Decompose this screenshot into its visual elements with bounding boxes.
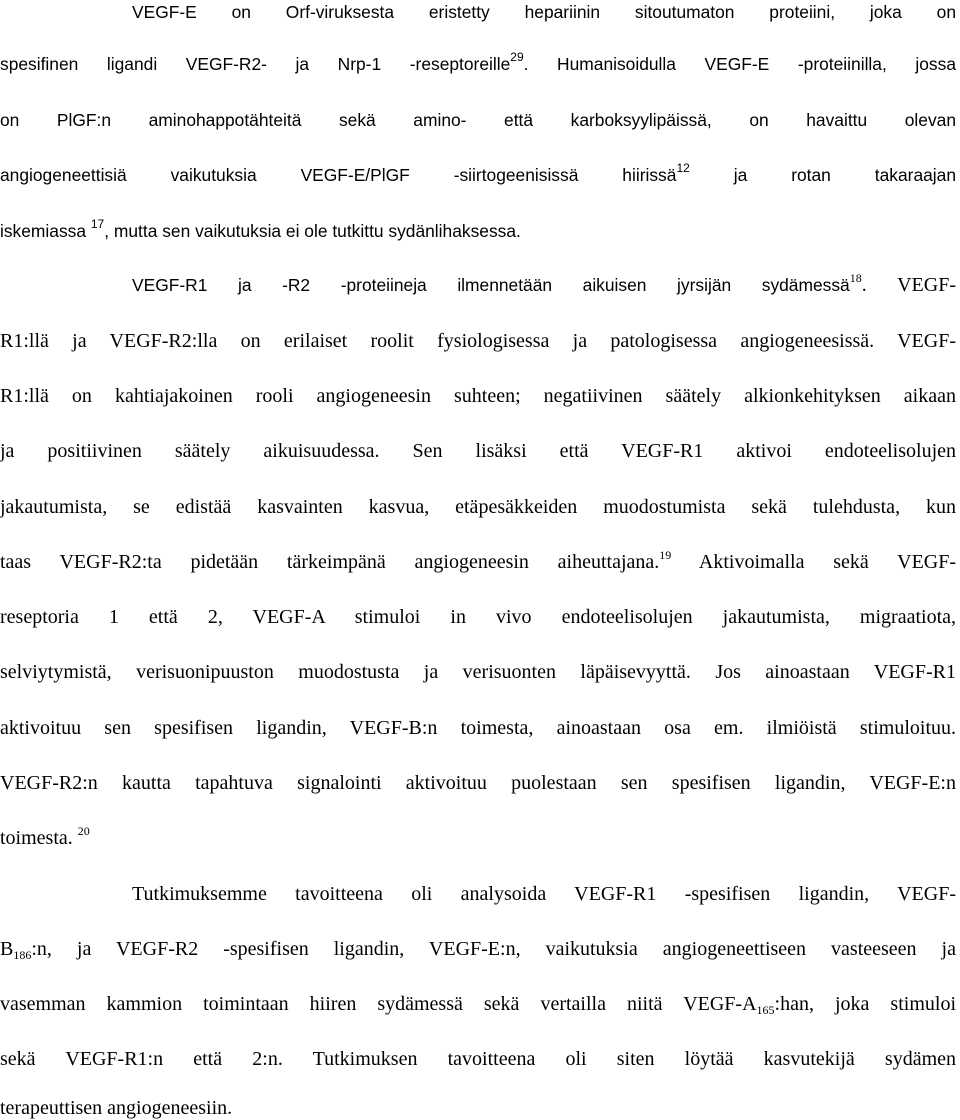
text-run: toimesta. [0, 827, 73, 849]
citation-superscript: 19 [659, 548, 672, 562]
text-run: ja rotan takaraajan [689, 165, 956, 185]
text-line [132, 273, 956, 297]
text-line [0, 771, 956, 795]
text-run: , mutta sen vaikutuksia ei ole tutkittu sydänlihaksessa. [104, 221, 521, 241]
text-line [0, 992, 956, 1016]
text-line [0, 937, 956, 961]
text-run: on PlGF:n aminohappotähteitä sekä amino- että karboksyylipäissä, on havaittu olevan [0, 110, 956, 130]
citation-superscript: 17 [90, 217, 105, 231]
text-line [0, 219, 956, 243]
text-run: :han, joka stimuloi [774, 993, 957, 1015]
text-run: reseptoria 1 että 2, VEGF-A stimuloi in vivo endoteelisolujen jakautumista, migraatiota, [0, 606, 956, 628]
text-run: jakautumista, se edistää kasvainten kasvua, etäpesäkkeiden muodostumista sekä tulehdusta, kun [0, 496, 956, 518]
subscript: 186 [13, 948, 32, 962]
text-line [0, 108, 956, 132]
text-run: terapeuttisen angiogeneesiin. [0, 1097, 233, 1119]
text-line [0, 52, 956, 76]
citation-superscript: 29 [510, 50, 524, 64]
text-run: R1:llä ja VEGF-R2:lla on erilaiset roolit fysiologisessa ja patologisessa angiogeneesissä. VEGF- [0, 330, 956, 352]
text-run: :n, ja VEGF-R2 -spesifisen ligandin, VEGF-E:n, vaikutuksia angiogeneettiseen vasteeseen ja [31, 938, 956, 960]
text-line [0, 163, 956, 187]
text-line [0, 826, 956, 850]
text-run: aktivoituu sen spesifisen ligandin, VEGF-B:n toimesta, ainoastaan osa em. ilmiöistä stimuloituu. [0, 717, 956, 739]
text-run: VEGF-E on Orf-viruksesta eristetty hepariinin sitoutumaton proteiini, joka on [132, 2, 956, 22]
subscript: 165 [756, 1003, 775, 1017]
text-run: . VEGF- [861, 274, 956, 296]
text-run: . Humanisoidulla VEGF-E -proteiinilla, jossa [523, 54, 956, 74]
text-run: vasemman kammion toimintaan hiiren sydämessä sekä vertailla niitä VEGF-A [0, 993, 757, 1015]
text-line [0, 1096, 956, 1120]
text-run: R1:llä on kahtiajakoinen rooli angiogeneesin suhteen; negatiivinen säätely alkionkehityksen aikaan [0, 385, 956, 407]
text-run: VEGF-R2:n kautta tapahtuva signalointi aktivoituu puolestaan sen spesifisen ligandin, VEGF-E:n [0, 772, 956, 794]
text-run: taas VEGF-R2:ta pidetään tärkeimpänä angiogeneesin aiheuttajana. [0, 551, 660, 573]
text-line [0, 439, 956, 463]
text-run: Tutkimuksemme tavoitteena oli analysoida VEGF-R1 -spesifisen ligandin, VEGF- [132, 883, 956, 905]
citation-superscript: 20 [77, 824, 90, 838]
text-run: iskemiassa [0, 221, 87, 241]
text-run: selviytymistä, verisuonipuuston muodostusta ja verisuonten läpäisevyyttä. Jos ainoastaan VEGF-R1 [0, 661, 956, 683]
text-line [0, 329, 956, 353]
text-line [0, 1047, 956, 1071]
text-line [0, 605, 956, 629]
text-line [132, 0, 956, 24]
text-line [132, 882, 956, 906]
text-run: sekä VEGF-R1:n että 2:n. Tutkimuksen tavoitteena oli siten löytää kasvutekijä sydämen [0, 1048, 956, 1070]
text-run: ja positiivinen säätely aikuisuudessa. Sen lisäksi että VEGF-R1 aktivoi endoteelisolujen [0, 440, 956, 462]
text-line [0, 495, 956, 519]
text-run: spesifinen ligandi VEGF-R2- ja Nrp-1 -reseptoreille [0, 54, 511, 74]
text-run: Aktivoimalla sekä VEGF- [671, 551, 957, 573]
text-line [0, 716, 956, 740]
text-run: B [0, 938, 14, 960]
text-line [0, 384, 956, 408]
text-run: angiogeneettisiä vaikutuksia VEGF-E/PlGF -siirtogeenisissä hiirissä [0, 165, 677, 185]
text-run: VEGF-R1 ja -R2 -proteiineja ilmennetään aikuisen jyrsijän sydämessä [132, 275, 850, 295]
text-line [0, 550, 956, 574]
citation-superscript: 18 [849, 271, 862, 285]
citation-superscript: 12 [676, 161, 690, 175]
text-line [0, 660, 956, 684]
